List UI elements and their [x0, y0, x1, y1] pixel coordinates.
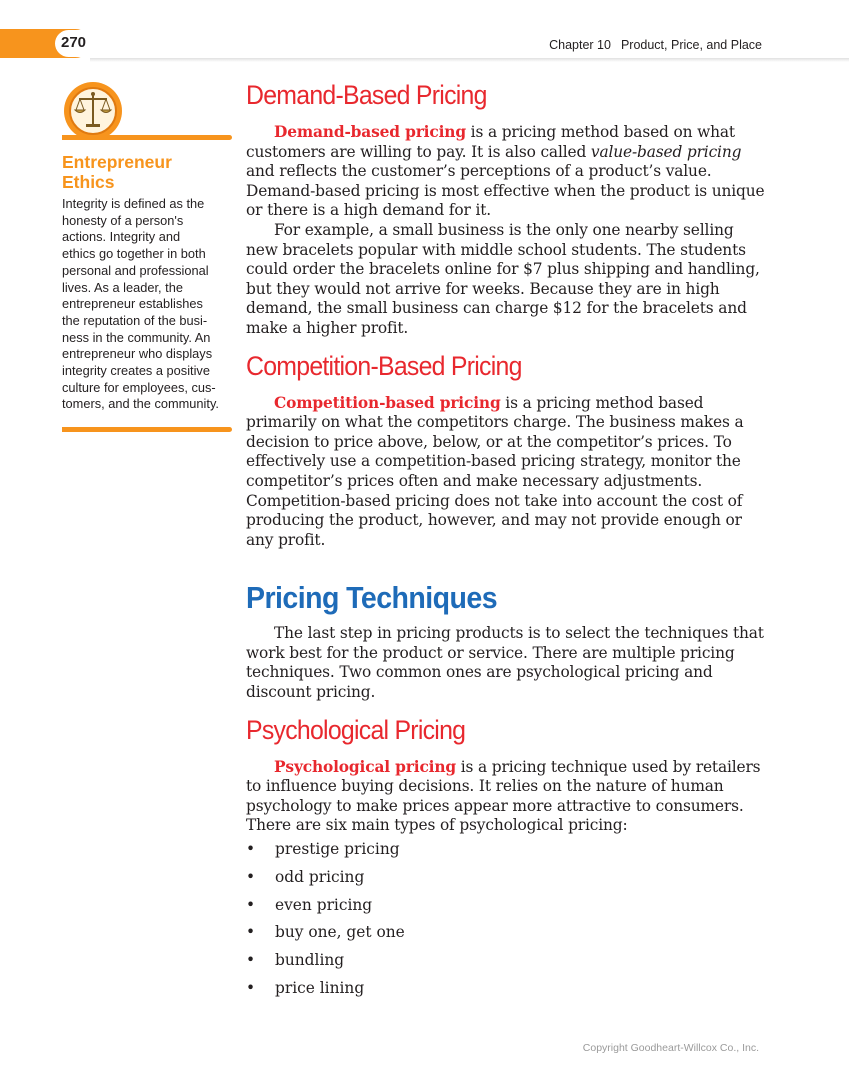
key-term: Demand-based pricing	[274, 123, 466, 141]
section-heading-competition: Competition-Based Pricing	[246, 350, 522, 381]
list-item	[246, 864, 766, 892]
paragraph-text: is a pricing technique used by retailers to influence buying decisions. It relies on the nature of human psychology to make prices appear more attractive to consumers. There are six main types of psychological pricing:	[246, 757, 761, 835]
scales-of-justice-icon	[62, 80, 124, 142]
chapter-title: Product, Price, and Place	[620, 38, 762, 52]
list-item-text: even pricing	[275, 895, 373, 914]
list-item	[246, 892, 766, 920]
bullet-icon: •	[246, 895, 256, 914]
demand-paragraph-1	[246, 123, 766, 221]
italic-term: value-based pricing	[590, 142, 742, 161]
sidebar-body	[62, 196, 232, 413]
sidebar-line: integrity creates a positive	[62, 363, 210, 379]
psychological-paragraph-1	[246, 758, 766, 836]
bullet-icon: •	[246, 840, 256, 859]
list-item	[246, 975, 766, 1003]
sidebar-bottom-rule	[62, 427, 232, 432]
sidebar-line: the reputation of the busi-	[62, 312, 208, 328]
entrepreneur-ethics-sidebar	[62, 80, 232, 432]
sidebar-line: entrepreneur establishes	[62, 296, 203, 312]
list-item	[246, 947, 766, 975]
key-term: Competition-based pricing	[274, 393, 501, 412]
sidebar-top-rule	[62, 135, 232, 140]
list-item	[246, 919, 766, 947]
sidebar-title-line: Ethics	[62, 172, 115, 192]
sidebar-line: honesty of a person's	[62, 212, 184, 228]
demand-paragraph-2: For example, a small business is the only one nearby selling new bracelets popular with middle school students. The students could order the bracelets online for $7 plus shipping and handling, but they would not arrive for weeks. Because they are in high demand, the small business can charge $12 for the bracelets and make a higher profit.	[246, 220, 760, 337]
sidebar-line: ness in the community. An	[62, 329, 211, 345]
page-number: 270	[61, 34, 87, 51]
key-term: Psychological pricing	[274, 757, 457, 776]
techniques-paragraph-1: The last step in pricing products is to select the techniques that work best for the product or service. There are multiple pricing techniques. Two common ones are psychological pricing and discount pricing.	[246, 624, 764, 702]
list-item	[246, 836, 766, 864]
psychological-pricing-list	[246, 836, 766, 1003]
list-item-text: bundling	[275, 951, 345, 970]
list-item-text: price lining	[275, 979, 365, 998]
paragraph-text: is a pricing method based on what customers are willing to pay. It is also called	[246, 123, 735, 161]
bullet-icon: •	[246, 979, 256, 998]
list-item-text: prestige pricing	[275, 840, 400, 859]
list-item-text: buy one, get one	[275, 923, 405, 942]
sidebar-line: ethics go together in both	[62, 246, 206, 262]
sidebar-line: personal and professional	[62, 262, 209, 278]
running-header	[549, 38, 762, 52]
paragraph-text: is a pricing method based primarily on what the competitors charge. The business makes a decision to price above, below, or at the competitor’s prices. To effectively use a competition-based pricing strategy, monitor the competitor’s prices often and make necessary adjustments. Competition-based pricing does not take into account the cost of producing the product, however, and may not provide enough or any profit.	[246, 393, 744, 549]
chapter-label: Chapter 10	[549, 38, 611, 52]
section-heading-demand: Demand-Based Pricing	[246, 80, 487, 110]
paragraph-text: and reflects the customer’s perceptions of a product’s value. Demand-based pricing is most effective when the product is unique or there is a high demand for it.	[246, 162, 765, 220]
section-heading-pricing-techniques: Pricing Techniques	[246, 580, 498, 616]
bullet-icon: •	[246, 951, 256, 970]
section-heading-psychological: Psychological Pricing	[246, 714, 466, 745]
bullet-icon: •	[246, 923, 256, 942]
sidebar-title	[62, 152, 232, 192]
competition-paragraph-1	[246, 394, 766, 551]
sidebar-line: entrepreneur who displays	[62, 346, 213, 362]
sidebar-line: Integrity is defined as the	[62, 196, 205, 211]
sidebar-line: culture for employees, cus-	[62, 379, 216, 395]
sidebar-line: lives. As a leader, the	[62, 279, 183, 295]
copyright-footer: Copyright Goodheart-Willcox Co., Inc.	[582, 1042, 759, 1054]
main-column	[246, 80, 766, 1003]
sidebar-title-line: Entrepreneur	[62, 152, 172, 172]
sidebar-line: tomers, and the community.	[62, 396, 219, 412]
list-item-text: odd pricing	[275, 867, 365, 886]
sidebar-line: actions. Integrity and	[62, 229, 181, 245]
header-rule	[90, 58, 849, 62]
bullet-icon: •	[246, 867, 256, 886]
